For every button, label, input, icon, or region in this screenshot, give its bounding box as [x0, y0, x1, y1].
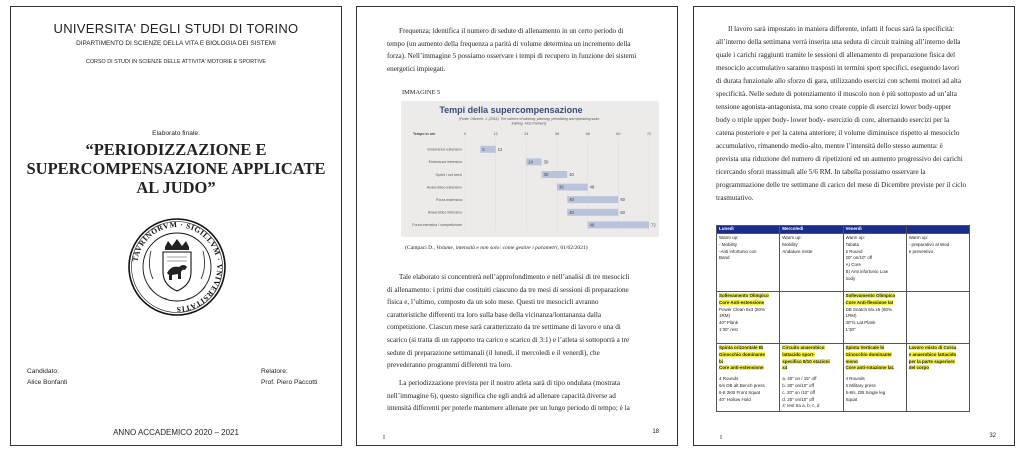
chart-category-label: Sprint / set brevi: [435, 172, 462, 177]
seal-inscription: TAVRINORVM · SIGILLVM · VNIVERSITATIS: [130, 219, 225, 315]
text-line: Il lavoro sarà impostato in maniera differente, infatti il focus sarà la specificità:: [728, 25, 955, 33]
chart-title: Tempi della supercompensazione: [439, 105, 583, 115]
chart-data-label: 48: [589, 184, 595, 190]
university-seal-logo: [127, 217, 227, 317]
chart-data-label: 60: [620, 209, 626, 215]
cell-line: - Mobility: [719, 241, 738, 247]
highlighted-line: bi: [719, 358, 723, 364]
page-number: 32: [989, 433, 996, 439]
cell-line: Mobility: [782, 241, 798, 247]
table-cell: [906, 344, 969, 412]
table-cell: [906, 234, 969, 292]
cell-line: a. 40” on / 15” off: [782, 376, 817, 382]
paragraph-training-approach: [716, 23, 996, 205]
text-line: prevista una riduzione del numero di ripetizioni ed un aumento progressivo dei carichi: [716, 155, 963, 163]
cell-line: Warm up:: [782, 235, 802, 240]
highlighted-line: Core Anti-estensione: [719, 299, 765, 305]
table-cell: [717, 234, 780, 292]
chart-tick-label: 24: [524, 132, 529, 136]
cell-line: B) Anti infortunio Low: [845, 268, 889, 274]
chart-data-label: 40: [569, 197, 574, 203]
cell-line: 6 Military press: [845, 382, 876, 388]
chart-data-label: 24: [528, 159, 534, 165]
cell-line: 6-8 2KB Front Squat: [719, 389, 761, 395]
page-number: 18: [652, 429, 659, 435]
highlighted-line: e anaerobico lattacido: [908, 351, 957, 357]
highlighted-line: Sollevamento Olimpico: [845, 293, 896, 298]
text-line: La periodizzazione prevista per il nostro atleta sarà di tipo ondulata (mostrata: [399, 379, 621, 387]
chart-data-label: 48: [589, 222, 595, 228]
text-line: body o triple upper body- lower body- esercizio di core, alternando esercizi per la: [716, 116, 950, 124]
paragraph-frequency: [387, 25, 663, 75]
candidate-label: Candidato:: [27, 368, 59, 375]
table-row-strength: [717, 344, 970, 412]
chart-tick-label: 60: [616, 132, 621, 136]
highlighted-line: Lavoro misto di Corsa: [908, 345, 957, 350]
chart-tick-label: 12: [493, 132, 498, 136]
table-cell: [780, 234, 843, 292]
cell-line: Power Clean 5x3 (80%: [719, 306, 766, 312]
text-line: competizione. Ciascun mese sarà caratterizzato da tre settimane di lavoro e una di: [387, 323, 621, 332]
text-line: di durata funzionale allo sforzo di gara, utilizzando esercizi con schemi motori ad alta: [716, 77, 962, 85]
cell-line: Tabata: [845, 241, 860, 247]
page-32: [693, 6, 1015, 446]
cell-line: 5 Round: [845, 248, 863, 254]
cell-line: d. 20” on/10” off: [782, 396, 814, 402]
text-line: energetici impiegati.: [387, 64, 446, 73]
text-line: prevederanno programmi differenti tra loro.: [387, 361, 512, 370]
footer-mark: I: [720, 435, 722, 441]
cell-line: Warm up:: [908, 235, 929, 240]
supervisor-name: Prof. Piero Paccotti: [261, 379, 318, 386]
text-line: nell’immagine 6), questo significa che egli andrà ad allenare capacità diverse ad: [387, 391, 616, 400]
table-cell: [843, 234, 906, 292]
cell-line: Warm up:: [719, 235, 739, 240]
column-header-monday: Lunedì: [717, 226, 780, 234]
text-line: forza). Nell’immagine 5 possiamo osservare i tempi di recupero in funzione dei sistemi: [387, 52, 637, 61]
training-schedule-table: [716, 225, 970, 412]
table-cell: [843, 344, 906, 412]
text-line: catena posteriore e per la catena anteriore; il volume diminuisce rispetto al mesociclo: [716, 129, 960, 137]
thesis-title: [15, 140, 337, 197]
paragraph-mesocycles: [387, 271, 663, 372]
highlighted-line: per la parte superiore: [908, 358, 955, 364]
table-header-row: [717, 226, 970, 234]
cell-line: 1RM): [719, 313, 730, 319]
cover-page: [10, 6, 342, 446]
text-line: sedute di preparazione settimanali (il lunedì, il mercoledì e il venerdì), che: [387, 348, 600, 357]
highlighted-line: Sollevamento Olimpico: [719, 293, 769, 298]
chart-data-label: 72: [651, 222, 656, 228]
chart-data-label: 40: [569, 209, 574, 215]
cell-line: 6-8/s. DB Single leg: [845, 389, 886, 395]
highlighted-line: Ginocchio dominante: [719, 351, 766, 357]
text-line: Frequenza; identifica il numero di sedute di allenamento in un certo periodo di: [399, 27, 624, 35]
cell-line: 6/s DB alt Bench press: [719, 382, 765, 388]
highlighted-line: Circuito anaerobico: [782, 345, 825, 350]
text-line: caratteristiche differenti tra loro sulla base della vicinanza/lontananza dalla: [387, 310, 601, 319]
image-label: IMMAGINE 5: [402, 89, 441, 96]
highlighted-line: Core Anti-flessione lat: [845, 299, 894, 305]
cell-line: Squat: [845, 396, 858, 402]
chart-data-label: 12: [497, 146, 503, 152]
text-line: quale i carichi raggiunti tramite le sessioni di allenamento di preparazione fisica del: [716, 51, 956, 59]
text-line: fisica e, l’ultimo, composto da un solo mese. Questi tre mesocicli avranno: [387, 298, 599, 307]
page-18: [356, 6, 678, 446]
text-line: mesociclo accumulativo saranno trasposti in termini sport specifici, eseguendo lavori: [716, 64, 960, 72]
chart-data-label: 60: [620, 197, 626, 203]
text-line: tensione agonista-antagonista, ma sono create coppie di esercizi lower body-upper: [716, 103, 952, 111]
text-line: specificità. Nelle sedute di potenziamento il muscolo non è più sottoposto ad un’alta: [716, 90, 957, 98]
chart-category-label: Anaerobico estensivo: [426, 185, 462, 190]
text-line: accumulativo, rimanendo medio-alto, mentre l’intensità dello stesso aumenta: è: [716, 142, 943, 150]
highlighted-line: lattacido sport-: [782, 351, 815, 357]
cell-line: b. 30” on/10” off: [782, 382, 814, 388]
supercompensation-chart: [401, 101, 659, 237]
chart-x-axis-label: Tempo in ore: [413, 132, 436, 136]
highlighted-line: Spinta orizzontale Bi: [719, 345, 764, 350]
course-name: CORSO DI STUDI IN SCIENZE DELLE ATTIVITA' MOTORIE E SPORTIVE: [85, 59, 267, 65]
highlighted-line: x4: [782, 365, 788, 371]
footer-mark: I: [383, 435, 385, 441]
text-line: scarico (si tratta di un rapporto tra carico e scarico di 3:1) e l’atleta si sottoporrà a tre: [387, 335, 630, 344]
text-line: Tale elaborato si concentrerà nell’approfondimento e nell’analisi di tre mesocicli: [399, 273, 630, 281]
chart-category-label: Forza estensiva: [435, 198, 462, 202]
supervisor-label: Relatore:: [261, 368, 288, 375]
cell-line: c. 20” on /10” off: [782, 389, 815, 395]
text-line: trasmutativo.: [716, 194, 754, 202]
chart-data-label: 30: [543, 159, 549, 165]
chart-tick-label: 36: [554, 132, 560, 136]
text-line: ricercando sforzi massimali alle 5/6 RM. In tabella possiamo osservare la: [716, 168, 926, 176]
thesis-title-line: AL JUDO”: [136, 178, 216, 197]
cell-line: 1RM): [845, 313, 857, 319]
chart-tick-label: 72: [646, 132, 652, 136]
cell-line: e preventivo: [908, 248, 934, 254]
text-line: programmazione delle tre settimane di carico del mese di Dicembre previste per il ciclo: [716, 181, 967, 189]
highlighted-line: Spinta Verticale bi: [845, 345, 885, 350]
chart-category-label: Endurance estensivo: [427, 147, 462, 152]
image-caption: [405, 245, 588, 251]
column-header-friday: Venerdì: [843, 226, 906, 234]
chart-category-label: Endurance intensivo: [428, 160, 462, 165]
chart-bar: [567, 209, 618, 216]
cell-line: -Anti infortunio con: [719, 248, 757, 254]
chart-subtitle-line: (Fonte: Olbrecht, J. (2015). The science of winning: planning, periodizing and optimizing swim: [458, 117, 600, 121]
table-row-warmup: [717, 234, 970, 292]
chart-data-label: 36: [559, 184, 564, 190]
chart-svg: [401, 101, 659, 237]
table-cell: [717, 292, 780, 344]
cell-line: 40” Hollow Hold: [719, 396, 751, 402]
highlighted-line: mono: [845, 358, 858, 364]
text-line: tempo (un aumento della frequenza a parità di volume determina un incremento della: [387, 39, 631, 48]
university-name: UNIVERSITA' DEGLI STUDI DI TORINO: [53, 21, 299, 36]
table-cell: [780, 344, 843, 412]
cell-line: body: [845, 275, 856, 281]
highlighted-line: specifico 8/10 stazioni: [782, 358, 830, 364]
caption-date: 01/02/2021): [558, 245, 588, 251]
column-header-empty: [906, 226, 969, 234]
cell-line: 4 Rounds: [845, 376, 865, 382]
table-cell: [717, 344, 780, 412]
chart-subtitle-line: training. F&G Partners): [511, 121, 547, 126]
caption-author: (Campaci D.,: [405, 245, 437, 251]
table-cell: [906, 292, 969, 344]
thesis-title-line: “PERIODIZZAZIONE E: [85, 140, 267, 159]
chart-bar: [588, 221, 649, 228]
table-cell: [780, 292, 843, 344]
cell-line: A) Core: [845, 262, 862, 268]
table-row-olympic-lifts: [717, 292, 970, 344]
cell-line: 1’30”: [845, 326, 856, 332]
cell-line: Warm up:: [845, 235, 865, 240]
caption-title: Volume, intensità e non solo: come gestire i parametri,: [436, 245, 559, 251]
academic-year: ANNO ACCADEMICO 2020 – 2021: [113, 428, 239, 437]
chart-data-label: 40: [569, 172, 574, 177]
column-header-wednesday: Mercoledì: [780, 226, 843, 234]
cell-line: 20” on/10” off: [845, 255, 873, 261]
thesis-label: Elaborato finale:: [152, 130, 200, 137]
text-line: all’interno della settimana verrà inserita una seduta di circuit training all’interno della: [716, 38, 961, 46]
chart-category-label: Anaerobico intensivo: [427, 210, 462, 215]
text-line: di allenamento: i primi due costituiti ciascuno da tre mesi di sessioni di preparazione: [387, 285, 629, 294]
paragraph-periodization: [387, 377, 663, 415]
department-name: DIPARTIMENTO DI SCIENZE DELLA VITA E BIOLOGIA DEI SISTEMI: [76, 40, 276, 47]
table-cell: [843, 292, 906, 344]
cell-line: Andature miste: [782, 248, 813, 254]
chart-data-label: 30: [543, 172, 549, 177]
chart-data-label: 6: [482, 146, 485, 152]
cell-line: 4 Rounds: [719, 376, 739, 382]
highlighted-line: del corpo: [908, 365, 930, 371]
cell-line: 4’ rest tra a, b, c, d: [782, 403, 820, 409]
highlighted-line: Ginocchio dominante: [845, 351, 892, 357]
chart-tick-label: 0: [463, 132, 467, 136]
cell-line: 1’30” rest: [719, 326, 738, 332]
chart-bar: [567, 196, 618, 203]
chart-category-label: Forza intensiva / competizione: [412, 223, 462, 228]
text-line: intensità differenti per poterle mantenere allenate per un lungo periodo di tempo; è la: [387, 404, 630, 413]
cell-line: DB Snatch 5/x.x5 (80%: [845, 306, 893, 312]
cell-line: Band: [719, 255, 730, 261]
highlighted-line: Core anti-estensione: [719, 365, 764, 371]
highlighted-line: Core anti-rotazione lat.: [845, 365, 895, 371]
thesis-title-line: SUPERCOMPENSAZIONE APPLICATE: [26, 159, 326, 178]
chart-tick-label: 48: [585, 132, 590, 136]
cell-line: - preparativo al Wod: [908, 241, 950, 247]
cell-line: 40” Plank: [719, 320, 739, 326]
candidate-name: Alice Bonfanti: [27, 379, 68, 386]
cell-line: 30”/s Lat Plank: [845, 320, 876, 326]
